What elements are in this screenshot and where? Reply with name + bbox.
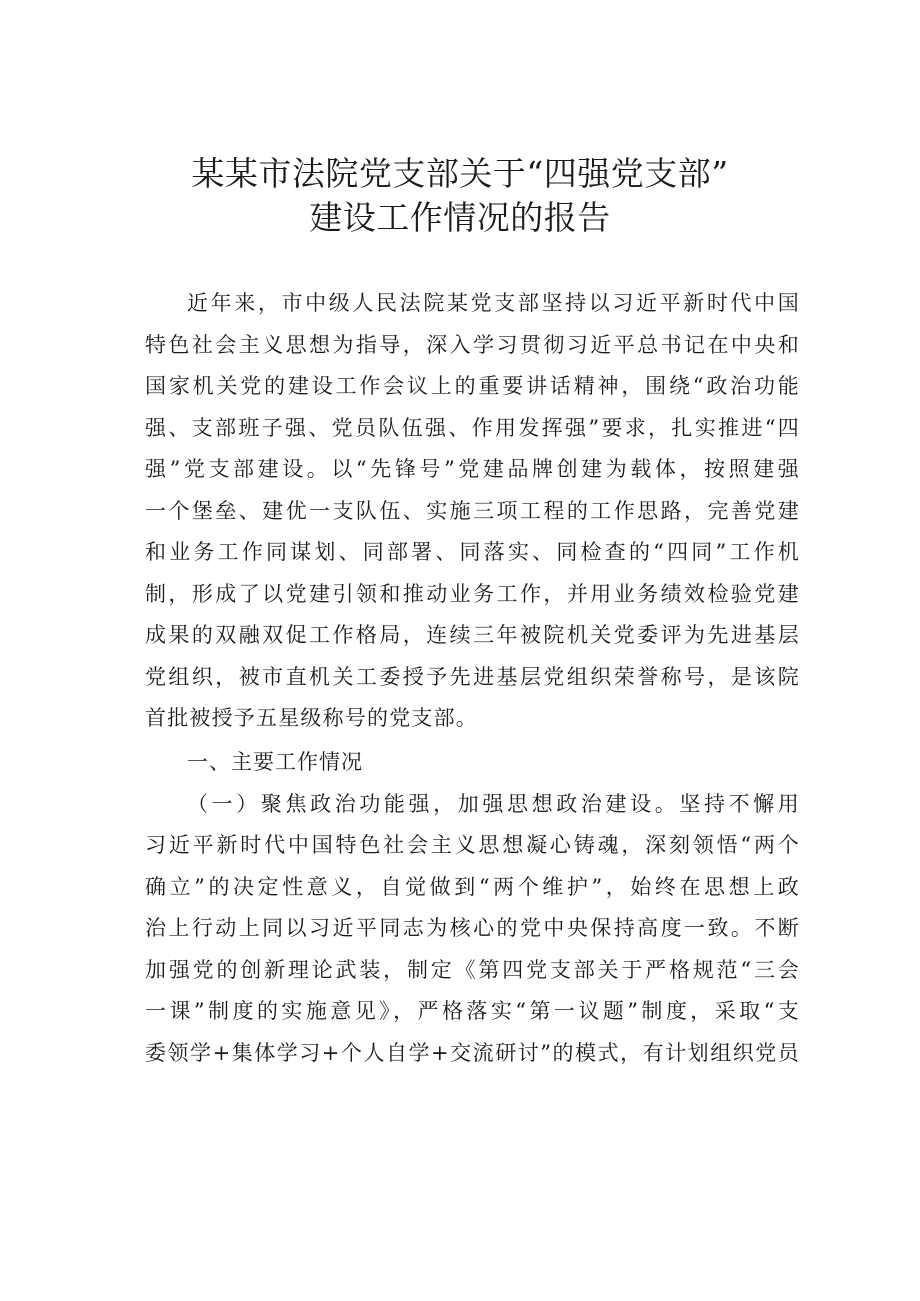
section1-line: 确立”的决定性意义，自觉做到“两个维护”，始终在思想上政 bbox=[145, 874, 800, 899]
intro-line: 成果的双融双促工作格局，连续三年被院机关党委评为先进基层 bbox=[145, 623, 800, 647]
section1-paragraph bbox=[145, 784, 800, 1075]
section1-line: 加强党的创新理论武装，制定《第四党支部关于严格规范“三会 bbox=[145, 957, 800, 982]
document-title bbox=[0, 152, 920, 240]
intro-line: 强”党支部建设。以“先锋号”党建品牌创建为载体，按照建强 bbox=[145, 457, 800, 481]
intro-line: 制，形成了以党建引领和推动业务工作，并用业务绩效检验党建 bbox=[145, 581, 800, 606]
title-line-1: 某某市法院党支部关于“四强党支部” bbox=[191, 154, 729, 193]
intro-paragraph bbox=[145, 283, 800, 740]
title-line-2: 建设工作情况的报告 bbox=[309, 198, 611, 237]
section1-line: 委领学+集体学习+个人自学+交流研讨”的模式，有计划组织党员 bbox=[145, 1040, 800, 1065]
intro-line: 一个堡垒、建优一支队伍、实施三项工程的工作思路，完善党建 bbox=[145, 498, 800, 523]
section-heading: 一、主要工作情况 bbox=[187, 749, 363, 774]
section1-line: 一课”制度的实施意见》，严格落实“第一议题”制度，采取“支 bbox=[145, 999, 800, 1023]
intro-line: 和业务工作同谋划、同部署、同落实、同检查的“四同”工作机 bbox=[145, 540, 800, 564]
intro-line: 特色社会主义思想为指导，深入学习贯彻习近平总书记在中央和 bbox=[145, 332, 800, 357]
intro-line: 党组织，被市直机关工委授予先进基层党组织荣誉称号，是该院 bbox=[145, 664, 800, 689]
section1-line: （一）聚焦政治功能强，加强思想政治建设。坚持不懈用 bbox=[187, 791, 800, 816]
intro-line: 强、支部班子强、党员队伍强、作用发挥强”要求，扎实推进“四 bbox=[145, 415, 800, 440]
section1-line: 习近平新时代中国特色社会主义思想凝心铸魂，深刻领悟“两个 bbox=[145, 833, 800, 857]
intro-line: 近年来，市中级人民法院某党支部坚持以习近平新时代中国 bbox=[187, 291, 800, 315]
intro-line: 国家机关党的建设工作会议上的重要讲话精神，围绕“政治功能 bbox=[145, 374, 800, 398]
section1-line: 治上行动上同以习近平同志为核心的党中央保持高度一致。不断 bbox=[145, 916, 800, 940]
document-body bbox=[145, 283, 800, 1074]
intro-line: 首批被授予五星级称号的党支部。 bbox=[145, 706, 478, 730]
